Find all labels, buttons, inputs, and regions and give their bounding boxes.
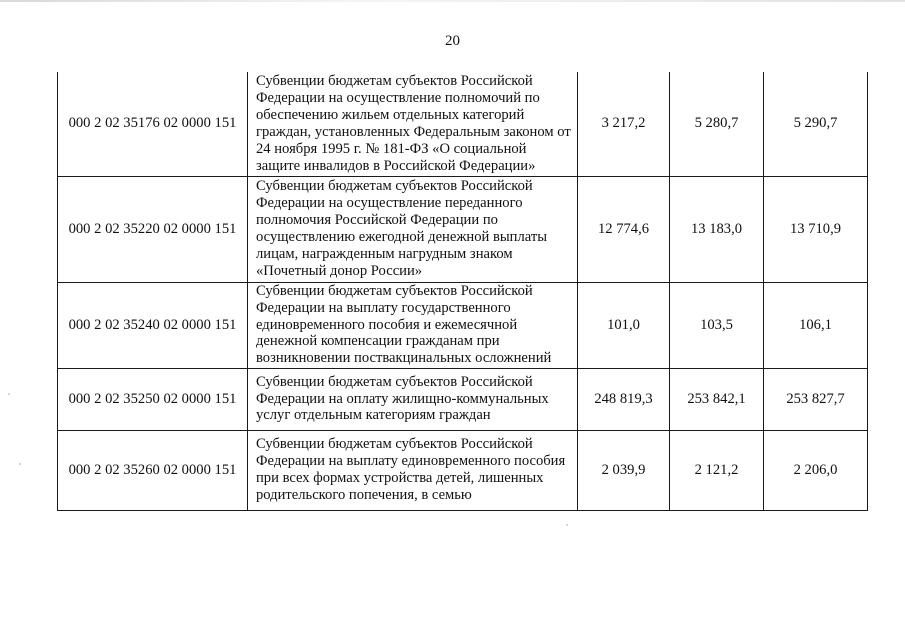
row-description: Субвенции бюджетам субъектов Российской Федерации на осуществление полномочий по обеспечению жильем отдельных категорий граждан, установленных Федеральным законом от 24 ноября 1995 г. № 181-ФЗ «О социальной защите инвалидов в Российской Федерации» bbox=[248, 72, 578, 176]
amount-year-2: 253 842,1 bbox=[670, 368, 764, 430]
table-row bbox=[58, 430, 868, 510]
amount-year-3: 5 290,7 bbox=[764, 72, 868, 176]
row-description: Субвенции бюджетам субъектов Российской Федерации на выплату государственного единовременного пособия и ежемесячной денежной компенсации гражданам при возникновении поствакцинальных осложнений bbox=[248, 282, 578, 368]
table-row bbox=[58, 176, 868, 282]
scan-top-edge bbox=[0, 0, 905, 2]
budget-code: 000 2 02 35176 02 0000 151 bbox=[58, 72, 248, 176]
amount-year-2: 103,5 bbox=[670, 282, 764, 368]
table-row bbox=[58, 368, 868, 430]
amount-year-3: 106,1 bbox=[764, 282, 868, 368]
budget-code: 000 2 02 35220 02 0000 151 bbox=[58, 176, 248, 282]
amount-year-3: 253 827,7 bbox=[764, 368, 868, 430]
amount-year-3: 13 710,9 bbox=[764, 176, 868, 282]
scan-speck bbox=[566, 524, 568, 526]
amount-year-2: 13 183,0 bbox=[670, 176, 764, 282]
amount-year-3: 2 206,0 bbox=[764, 430, 868, 510]
budget-code: 000 2 02 35250 02 0000 151 bbox=[58, 368, 248, 430]
table-row bbox=[58, 282, 868, 368]
row-description: Субвенции бюджетам субъектов Российской Федерации на оплату жилищно-коммунальных услуг отдельным категориям граждан bbox=[248, 368, 578, 430]
row-description: Субвенции бюджетам субъектов Российской Федерации на осуществление переданного полномочия Российской Федерации по осуществлению ежегодной денежной выплаты лицам, награжденным нагрудным знаком «Почетный донор России» bbox=[248, 176, 578, 282]
table-row bbox=[58, 72, 868, 176]
amount-year-1: 101,0 bbox=[578, 282, 670, 368]
amount-year-1: 12 774,6 bbox=[578, 176, 670, 282]
amount-year-1: 3 217,2 bbox=[578, 72, 670, 176]
amount-year-1: 2 039,9 bbox=[578, 430, 670, 510]
scan-speck bbox=[19, 463, 21, 465]
scan-speck bbox=[8, 393, 10, 395]
amount-year-2: 2 121,2 bbox=[670, 430, 764, 510]
amount-year-1: 248 819,3 bbox=[578, 368, 670, 430]
page-number: 20 bbox=[445, 33, 460, 49]
budget-code: 000 2 02 35240 02 0000 151 bbox=[58, 282, 248, 368]
budget-code: 000 2 02 35260 02 0000 151 bbox=[58, 430, 248, 510]
amount-year-2: 5 280,7 bbox=[670, 72, 764, 176]
budget-table bbox=[57, 72, 868, 511]
row-description: Субвенции бюджетам субъектов Российской Федерации на выплату единовременного пособия при всех формах устройства детей, лишенных родительского попечения, в семью bbox=[248, 430, 578, 510]
